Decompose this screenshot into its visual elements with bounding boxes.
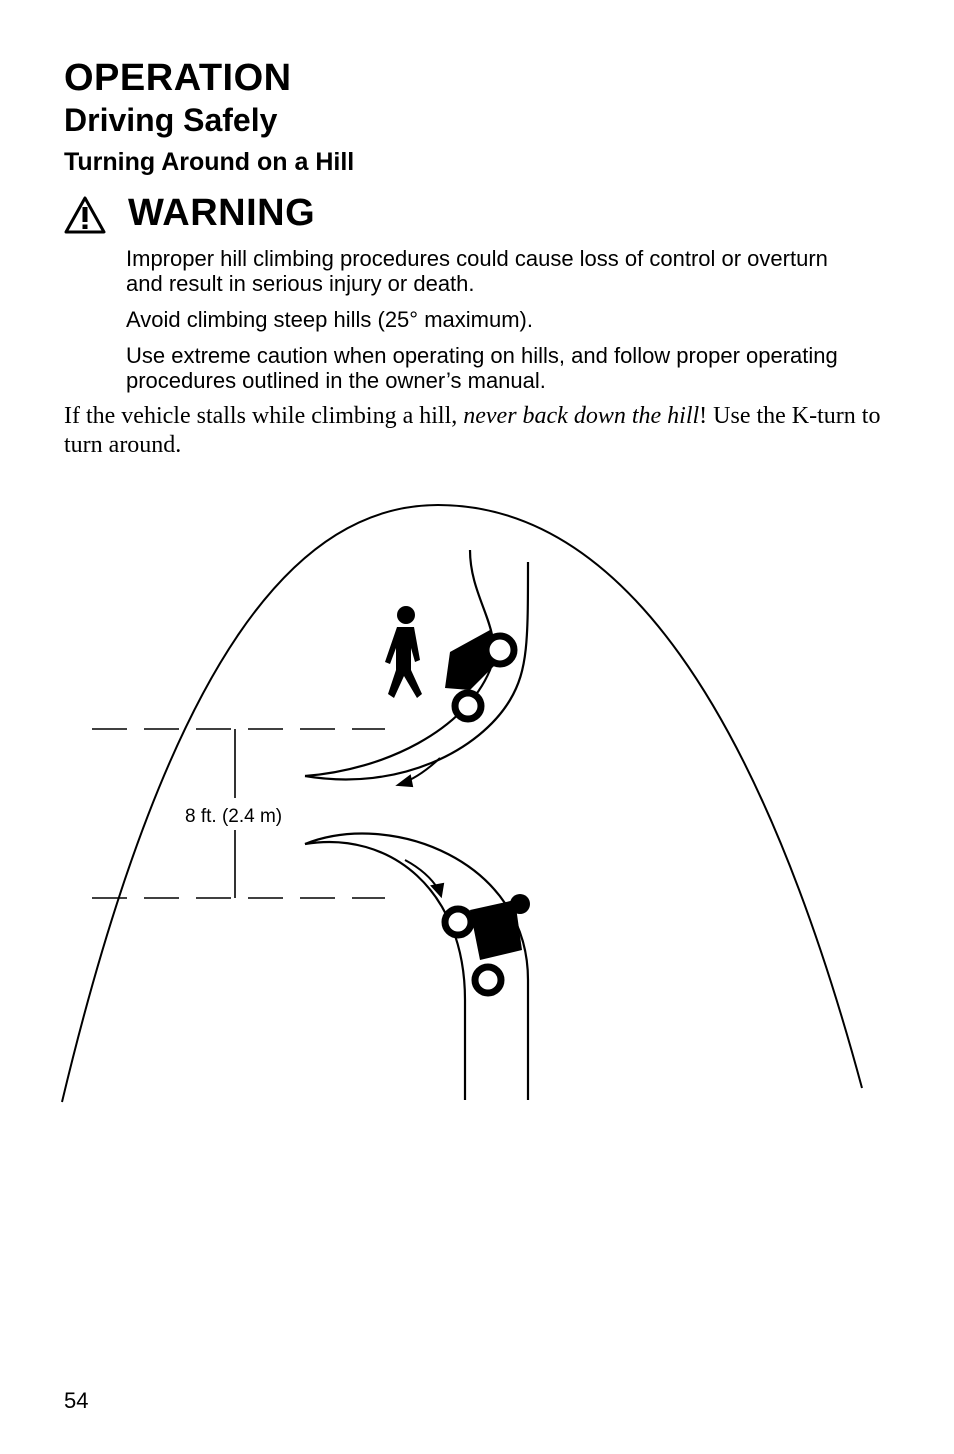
dimension-label: 8 ft. (2.4 m) [185, 806, 283, 827]
body-text: ! Use the K-turn to turn around. [64, 403, 881, 458]
section-title: OPERATION [64, 57, 292, 99]
hill-outline [62, 505, 862, 1102]
body-paragraph [64, 402, 894, 460]
warning-paragraph: Avoid climbing steep hills (25° maximum). [126, 307, 533, 332]
warning-triangle-icon [64, 196, 106, 234]
warning-title: WARNING [128, 192, 316, 234]
page-number: 54 [64, 1388, 89, 1413]
direction-arrow [398, 758, 443, 896]
body-emphasis: never back down the hill [463, 403, 700, 429]
walking-rider-icon [385, 606, 422, 698]
subsection-title: Driving Safely [64, 102, 278, 138]
k-turn-diagram [0, 480, 954, 1120]
topic-title: Turning Around on a Hill [64, 148, 355, 176]
body-text: If the vehicle stalls while climbing a hill, [64, 403, 464, 429]
atv-icon-upper [445, 630, 514, 719]
warning-paragraph: Use extreme caution when operating on hills, and follow proper operating procedures outlined in the owner’s manual. [126, 343, 838, 393]
warning-paragraph: Improper hill climbing procedures could cause loss of control or overturn and result in serious injury or death. [126, 246, 828, 296]
